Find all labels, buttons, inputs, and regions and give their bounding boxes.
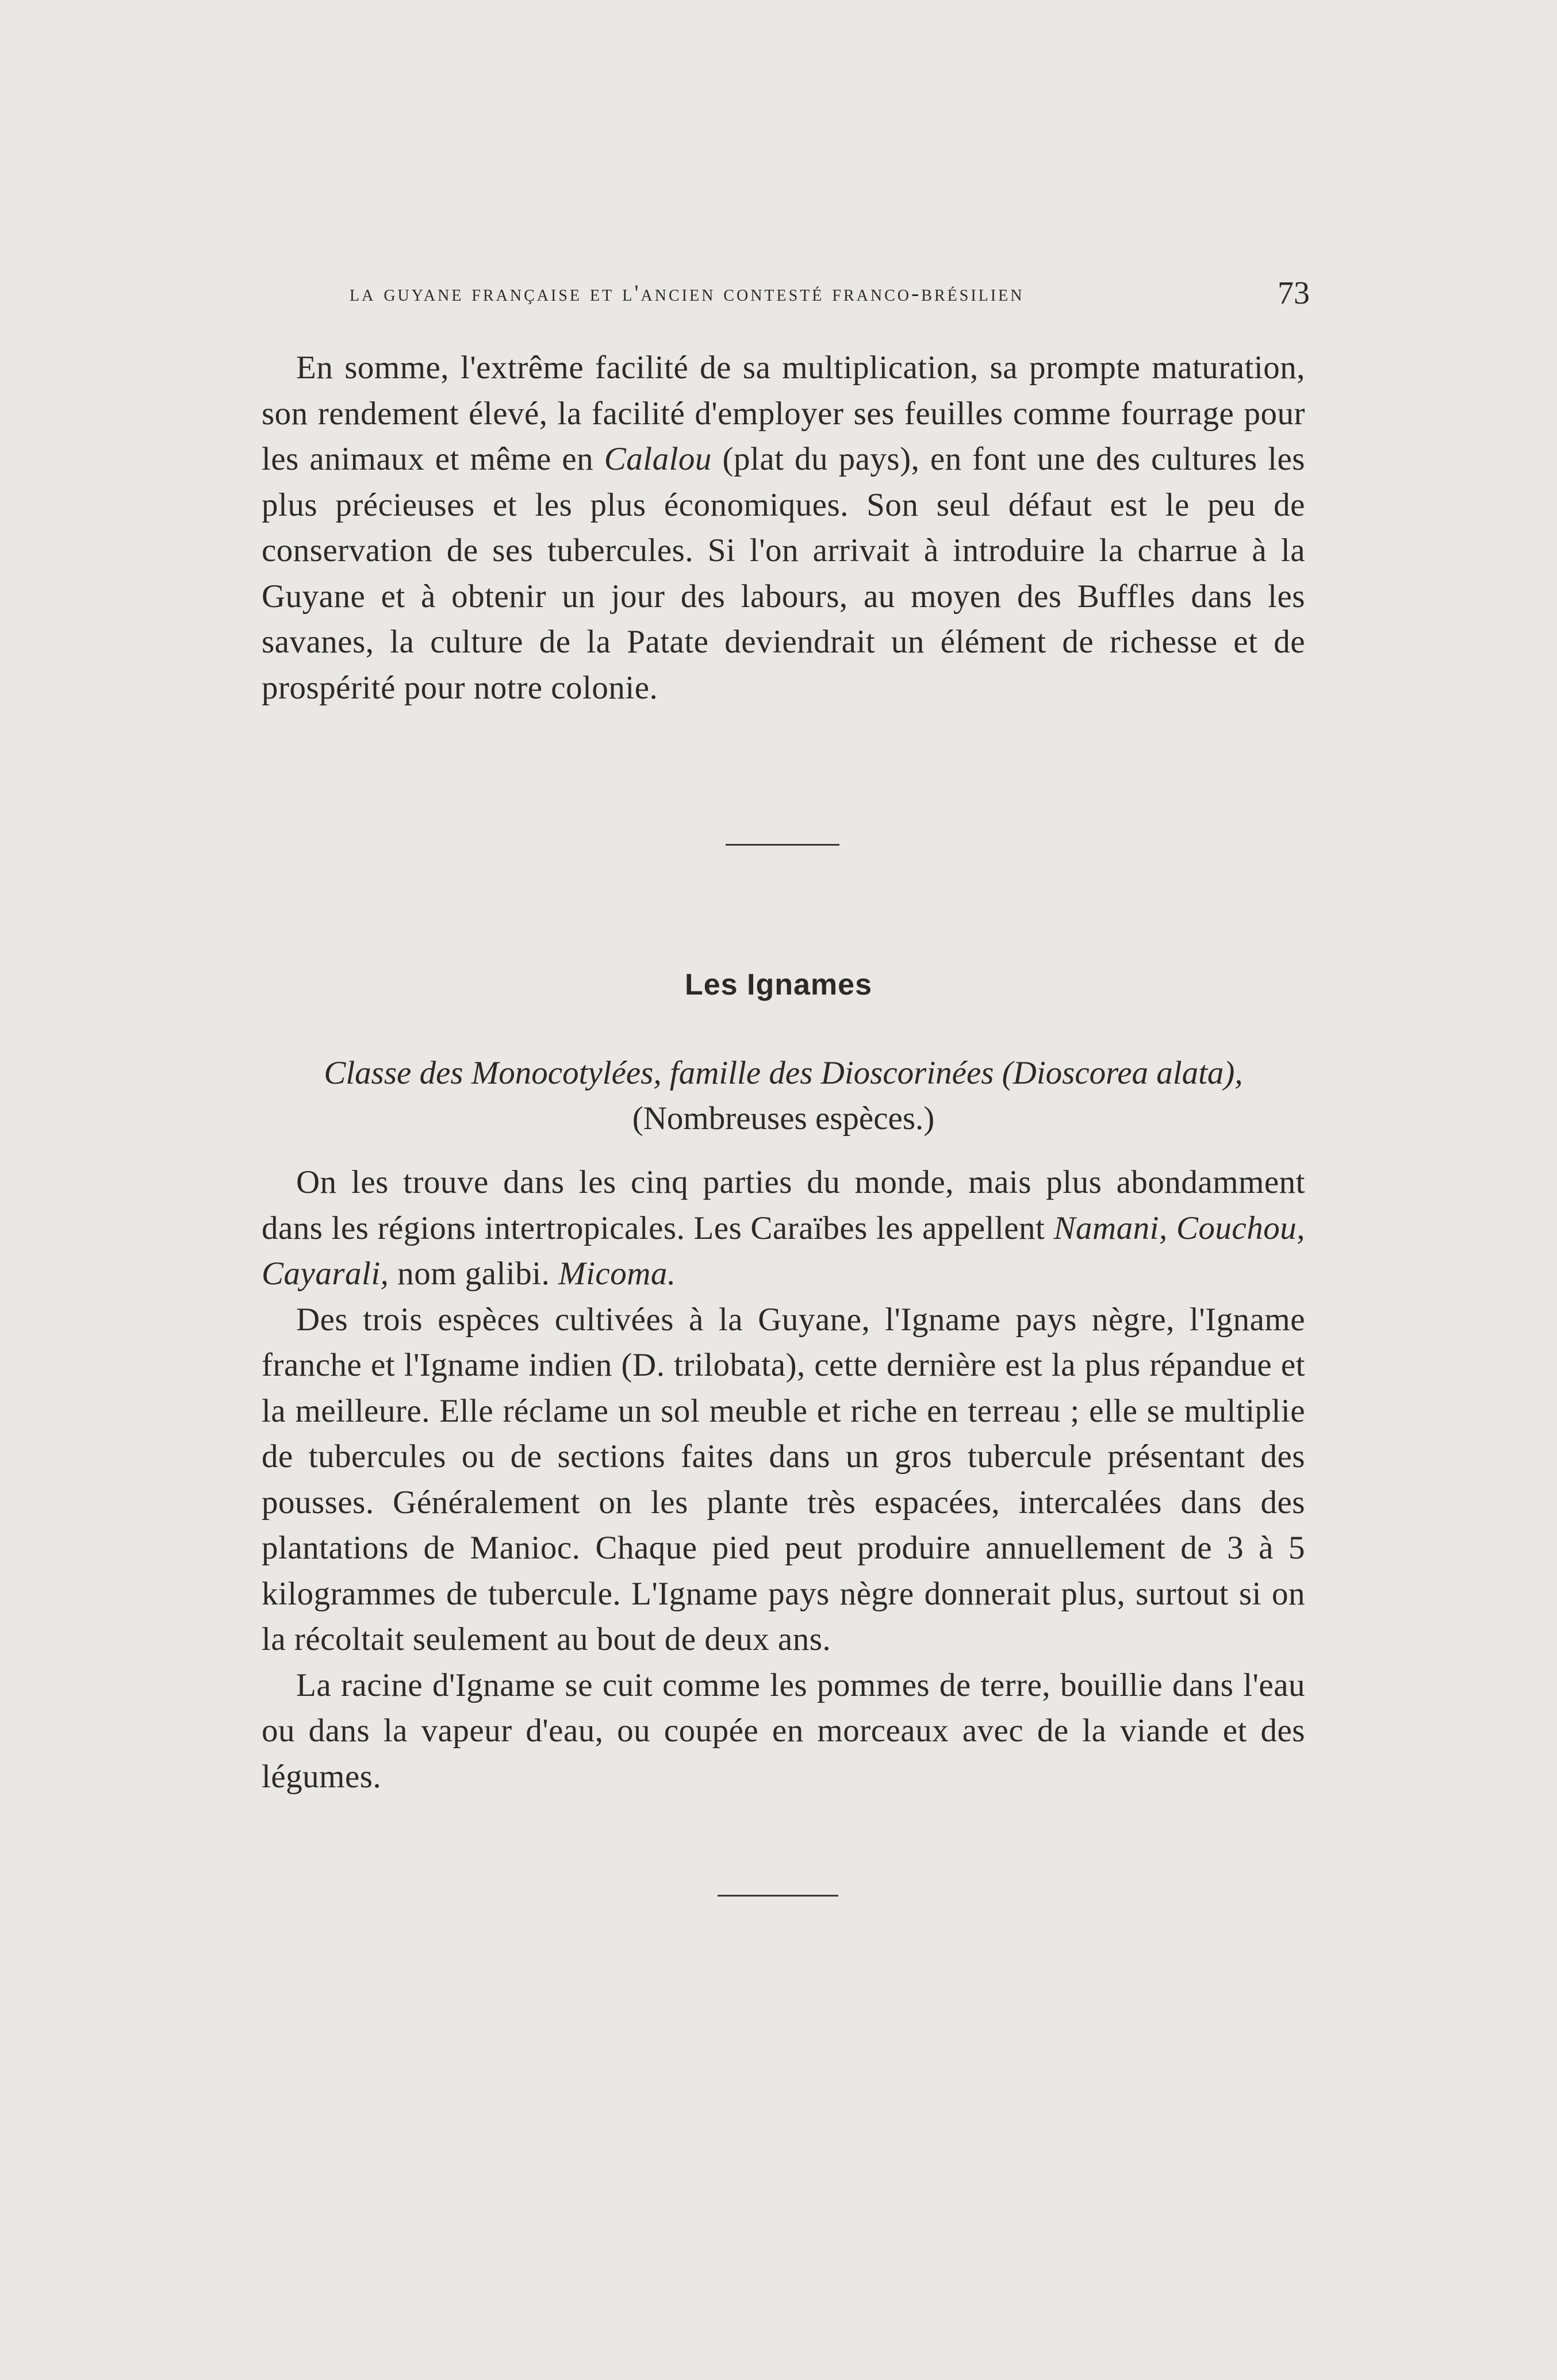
paragraph-cooking: La racine d'Igname se cuit comme les pommes de terre, bouillie dans l'eau ou dans la vapeur d'eau, ou coupée en morceaux avec de la viande et des légumes.: [262, 1667, 1305, 1795]
galibi-name: Micoma.: [558, 1256, 676, 1292]
p1-text-b: nom galibi.: [389, 1256, 559, 1292]
paragraph-cultivation: Des trois espèces cultivées à la Guyane, l'Igname pays nègre, l'Igname franche et l'Igname indien (D. trilobata), cette dernière est la plus répandue et la meilleure. Elle réclame un sol meuble et riche en terreau ; elle se multiplie de tubercules ou de sections faites dans un gros tubercule présentant des pousses. Généralement on les plante très espacées, intercalées dans des plantations de Manioc. Chaque pied peut produire annuellement de 3 à 5 kilogrammes de tubercule. L'Igname pays nègre donnerait plus, surtout si on la récoltait seulement au bout de deux ans.: [262, 1301, 1305, 1657]
running-head: la guyane française et l'ancien contesté franco-brésilien: [350, 280, 1025, 306]
section-title: Les Ignames: [684, 968, 873, 1001]
intro-paragraph: [262, 345, 1305, 711]
p1-text-a: On les trouve dans les cinq parties du monde, mais plus abondamment dans les régions intertropicales. Les Caraïbes les appellent: [262, 1164, 1305, 1246]
intro-text-a: En somme, l'extrême facilité de sa multiplication, sa prompte maturation, son rendement élevé, la facilité d'employer ses feuilles comme fourrage pour les animaux et même en: [262, 350, 1305, 477]
page-number: 73: [1278, 275, 1310, 311]
end-divider: [718, 1895, 838, 1897]
classification-line: Classe des Monocotylées, famille des Dioscorinées (Dioscorea alata),: [324, 1055, 1243, 1091]
paragraph-distribution: [262, 1160, 1305, 1297]
intro-text-b: (plat du pays), en font une des cultures les plus précieuses et les plus économiques. Son seul défaut est le peu de conservation de ses tubercules. Si l'on arrivait à introduire la charrue à la Guyane et à obtenir un jour des labours, au moyen des Buffles dans les savanes, la culture de la Patate deviendrait un élément de richesse et de prospérité pour notre colonie.: [262, 441, 1305, 706]
calalou-term: Calalou: [604, 441, 712, 477]
native-names: Namani, Couchou, Cayarali,: [262, 1210, 1305, 1292]
classification-block: [262, 1050, 1305, 1141]
section-divider: [726, 844, 839, 846]
section-body: [262, 1160, 1305, 1799]
species-note: (Nombreuses espèces.): [632, 1100, 935, 1137]
page-header: [263, 275, 1310, 315]
intro-paragraph-block: [262, 345, 1305, 711]
